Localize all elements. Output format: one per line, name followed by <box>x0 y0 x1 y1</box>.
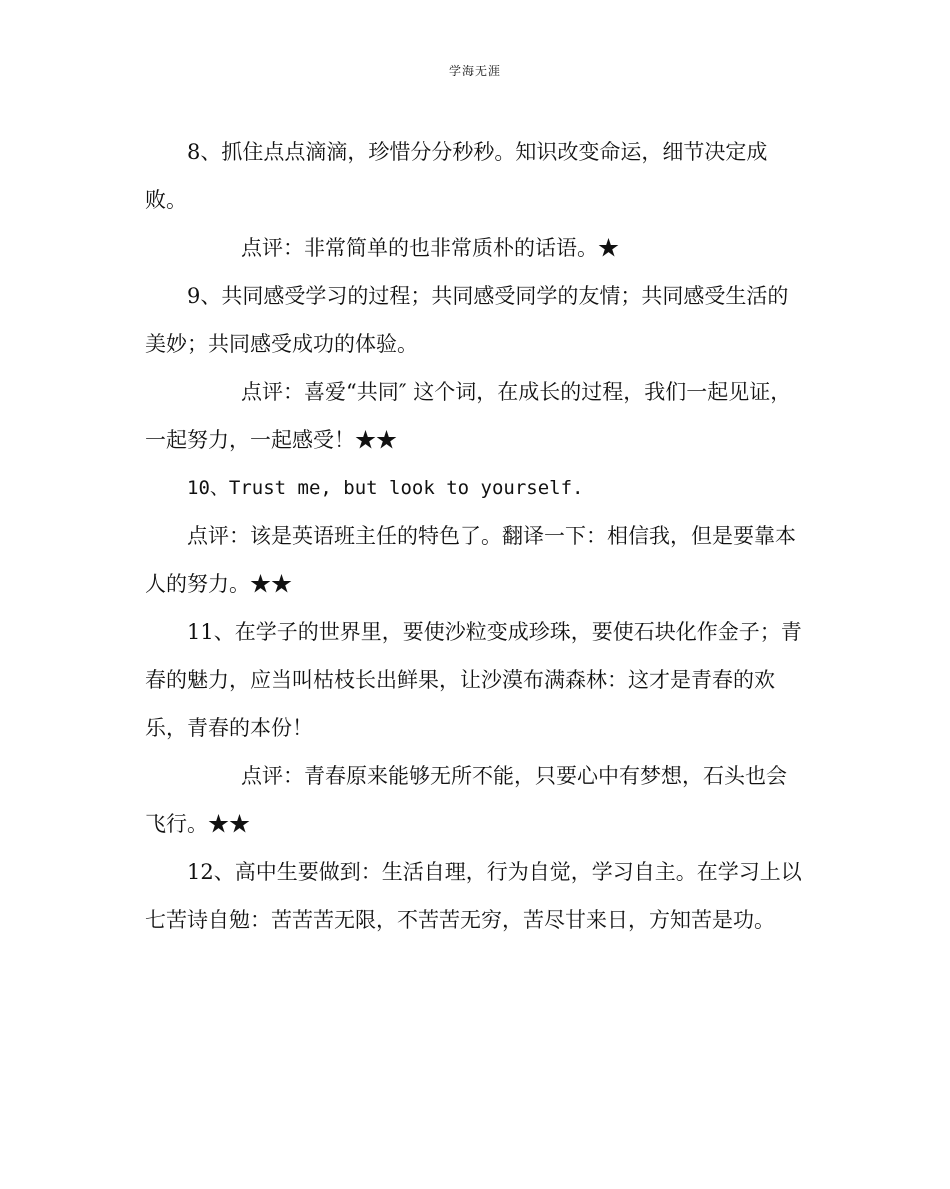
comment-9: 点评：喜爱“共同″ 这个词，在成长的过程，我们一起见证，一起努力，一起感受！★★ <box>145 380 792 452</box>
paragraph-9: 9、共同感受学习的过程；共同感受同学的友情；共同感受生活的美妙；共同感受成功的体验。 <box>145 284 789 356</box>
paragraph-12: 12、高中生要做到：生活自理，行为自觉，学习自主。在学习上以七苦诗自勉：苦苦苦无限，不苦苦无穷，苦尽甘来日，方知苦是功。 <box>145 860 802 932</box>
page-header: 学海无涯 <box>448 64 501 78</box>
paragraph-11: 11、在学子的世界里，要使沙粒变成珍珠，要使石块化作金子；青春的魅力，应当叫枯枝长出鲜果，让沙漠布满森林：这才是青春的欢乐，青春的本份！ <box>145 620 802 740</box>
paragraph-8: 8、抓住点点滴滴，珍惜分分秒秒。知识改变命运，细节决定成败。 <box>145 140 768 212</box>
comment-8: 点评：非常简单的也非常质朴的话语。★ <box>241 236 619 260</box>
paragraph-10: 10、Trust me, but look to yourself. <box>187 477 584 499</box>
comment-11: 点评：青春原来能够无所不能，只要心中有梦想，石头也会飞行。★★ <box>145 764 787 836</box>
document-body <box>145 128 805 944</box>
comment-10: 点评：该是英语班主任的特色了。翻译一下：相信我，但是要靠本人的努力。★★ <box>145 524 796 596</box>
